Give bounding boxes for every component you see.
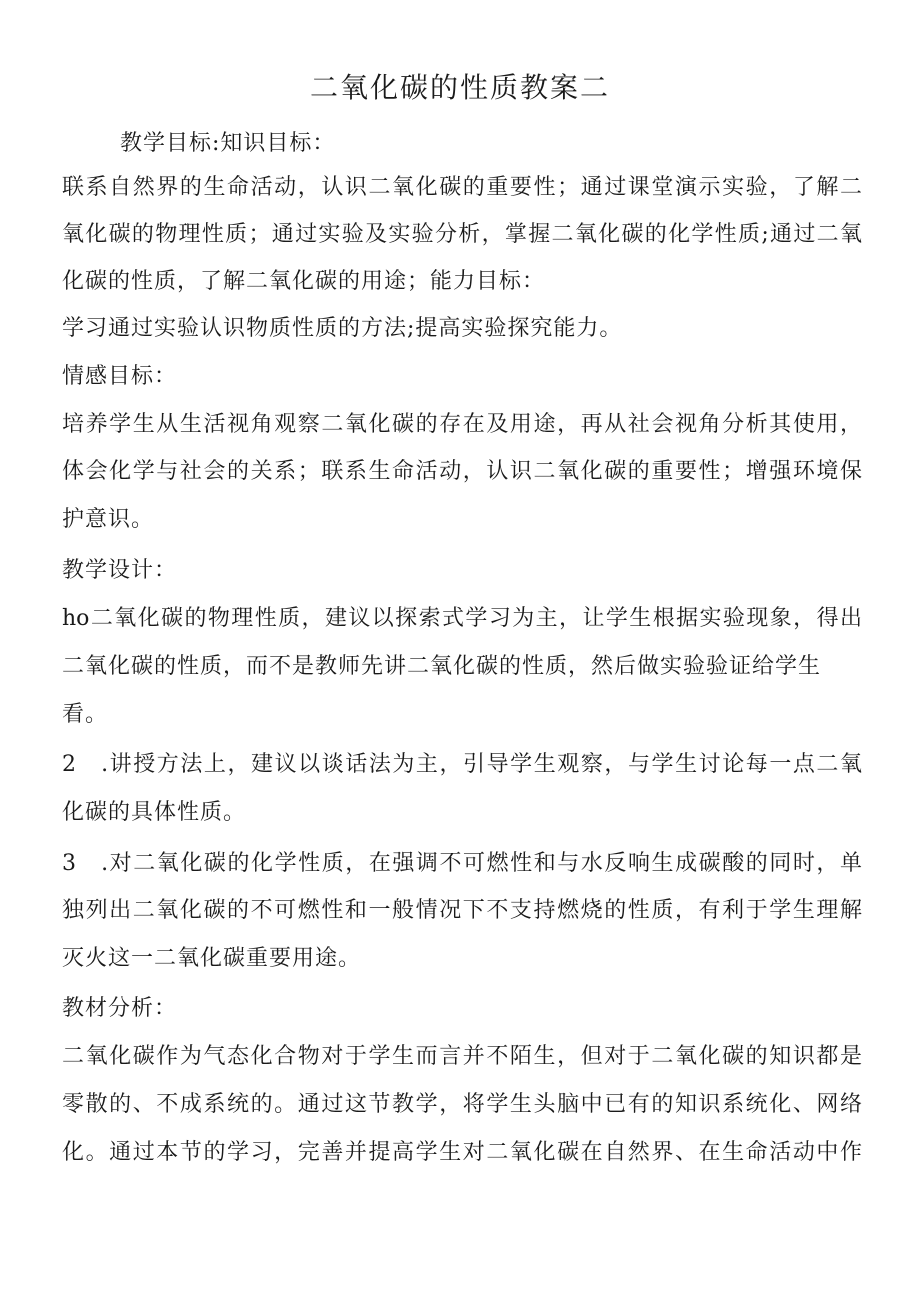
text-line: 培养学生从生活视角观察二氧化碳的存在及用途，再从社会视角分析其使用， [62,412,862,437]
text-line: 二氧化碳的性质，而不是教师先讲二氧化碳的性质，然后做实验验证给学生 [62,654,822,679]
text-line-objectives-heading: 教学目标:知识目标： [120,131,336,156]
text-line: 学习通过实验认识物质性质的方法;提高实验探究能力。 [62,316,623,341]
text-line: 体会化学与社会的关系；联系生命活动，认识二氧化碳的重要性；增强环境保 [62,459,862,484]
text-line: 灭火这一二氧化碳重要用途。 [62,946,362,971]
text-line: 氧化碳的物理性质；通过实验及实验分析，掌握二氧化碳的化学性质;通过二氧 [62,222,862,247]
text-line: 化碳的性质，了解二氧化碳的用途；能力目标： [62,269,546,294]
text-line: 零散的、不成系统的。通过这节教学，将学生头脑中已有的知识系统化、网络 [62,1092,862,1117]
text-line: 护意识。 [62,507,155,532]
text-line: 联系自然界的生命活动，认识二氧化碳的重要性；通过课堂演示实验，了解二 [62,175,862,200]
text-line: 看。 [62,702,109,727]
text-line: 独列出二氧化碳的不可燃性和一般情况下不支持燃烧的性质，有利于学生理解 [62,898,862,923]
text-line: 化碳的具体性质。 [62,800,247,825]
text-line: 2 .讲授方法上，建议以谈话法为主，引导学生观察，与学生讨论每一点二氧 [62,752,862,777]
text-line-material-heading: 教材分析： [62,996,178,1021]
text-line: ho二氧化碳的物理性质，建议以探索式学习为主，让学生根据实验现象，得出 [62,606,862,631]
text-line: 二氧化碳作为气态化合物对于学生而言并不陌生，但对于二氧化碳的知识都是 [62,1044,862,1069]
text-line-design-heading: 教学设计： [62,558,178,583]
text-line: 3 .对二氧化碳的化学性质，在强调不可燃性和与水反响生成碳酸的同时，单 [62,851,862,876]
document-title: 二氧化碳的性质教案二 [309,71,610,104]
text-line: 化。通过本节的学习，完善并提高学生对二氧化碳在自然界、在生命活动中作 [62,1140,862,1165]
text-line-emotion-heading: 情感目标： [62,364,178,389]
